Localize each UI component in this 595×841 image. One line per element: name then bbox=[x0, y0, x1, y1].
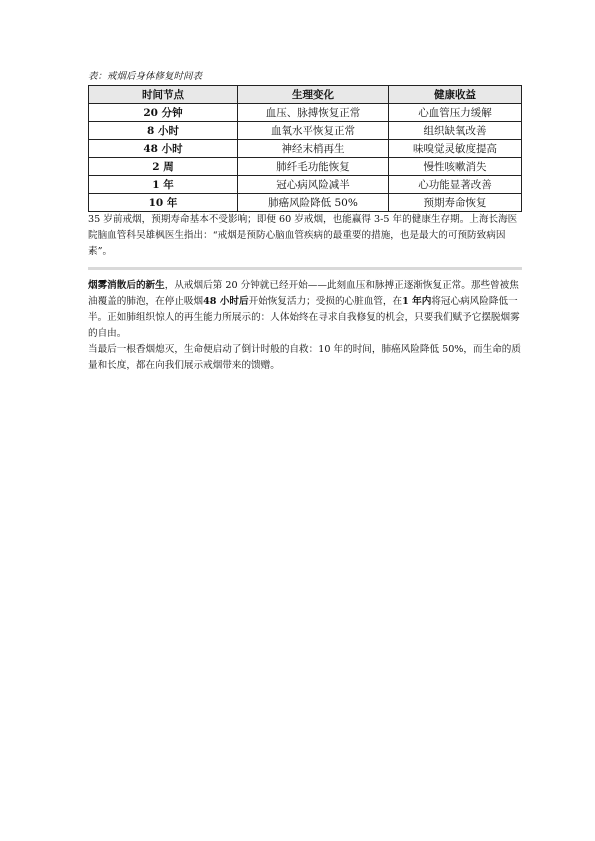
paragraph-lead: 烟雾消散后的新生 bbox=[88, 280, 165, 291]
table-cell: 48 小时 bbox=[89, 140, 238, 158]
table-row bbox=[89, 122, 522, 140]
table-cell: 冠心病风险减半 bbox=[238, 176, 389, 194]
table-cell: 10 年 bbox=[89, 194, 238, 212]
table-row bbox=[89, 194, 522, 212]
header-health-benefit: 健康收益 bbox=[389, 86, 522, 104]
table-cell: 肺癌风险降低 50% bbox=[238, 194, 389, 212]
table-cell: 神经末梢再生 bbox=[238, 140, 389, 158]
table-cell: 血氧水平恢复正常 bbox=[238, 122, 389, 140]
table-cell: 预期寿命恢复 bbox=[389, 194, 522, 212]
table-cell: 2 周 bbox=[89, 158, 238, 176]
table-row bbox=[89, 140, 522, 158]
paragraph-recovery bbox=[88, 278, 522, 342]
table-cell: 20 分钟 bbox=[89, 104, 238, 122]
paragraph-text: ，从戒烟后第 20 分钟就已经开始——此刻血压和脉搏正逐渐恢复正常。那些曾被焦油覆盖的肺泡，在停止吸烟 bbox=[88, 280, 519, 307]
table-row bbox=[89, 158, 522, 176]
table-cell: 1 年 bbox=[89, 176, 238, 194]
paragraph-conclusion: 当最后一根香烟熄灭，生命便启动了倒计时般的自救：10 年的时间，肺癌风险降低 50%，而生命的质量和长度，都在向我们展示戒烟带来的馈赠。 bbox=[88, 344, 521, 371]
table-row bbox=[89, 104, 522, 122]
paragraph-text: 开始恢复活力；受损的心脏血管，在 bbox=[248, 296, 403, 307]
header-time-point: 时间节点 bbox=[89, 86, 238, 104]
document-page bbox=[88, 70, 522, 374]
paragraph-emphasis: 1 年内 bbox=[402, 296, 432, 307]
header-physiological-change: 生理变化 bbox=[238, 86, 389, 104]
paragraph-text: 将冠心病风险降低一半。正如肺组织惊人的再生能力所展示的：人体始终在寻求自我修复的机会，只要我们赋予它摆脱烟雾的自由。 bbox=[88, 296, 520, 339]
paragraph-emphasis: 48 小时后 bbox=[203, 296, 249, 307]
table-cell: 肺纤毛功能恢复 bbox=[238, 158, 389, 176]
section-divider bbox=[88, 267, 522, 270]
table-cell: 慢性咳嗽消失 bbox=[389, 158, 522, 176]
recovery-timeline-table bbox=[88, 85, 522, 212]
table-header-row bbox=[89, 86, 522, 104]
paragraph-life-expectancy: 35 岁前戒烟，预期寿命基本不受影响；即便 60 岁戒烟，也能赢得 3-5 年的健康生存期。上海长海医院脑血管科吴雄枫医生指出：“戒烟是预防心脑血管疾病的最重要的措施，也是最大的可预防致病因素”。 bbox=[88, 214, 518, 257]
table-cell: 组织缺氧改善 bbox=[389, 122, 522, 140]
table-cell: 心功能显著改善 bbox=[389, 176, 522, 194]
table-cell: 8 小时 bbox=[89, 122, 238, 140]
table-cell: 味嗅觉灵敏度提高 bbox=[389, 140, 522, 158]
table-row bbox=[89, 176, 522, 194]
table-cell: 血压、脉搏恢复正常 bbox=[238, 104, 389, 122]
table-caption: 表：戒烟后身体修复时间表 bbox=[88, 71, 203, 82]
table-cell: 心血管压力缓解 bbox=[389, 104, 522, 122]
